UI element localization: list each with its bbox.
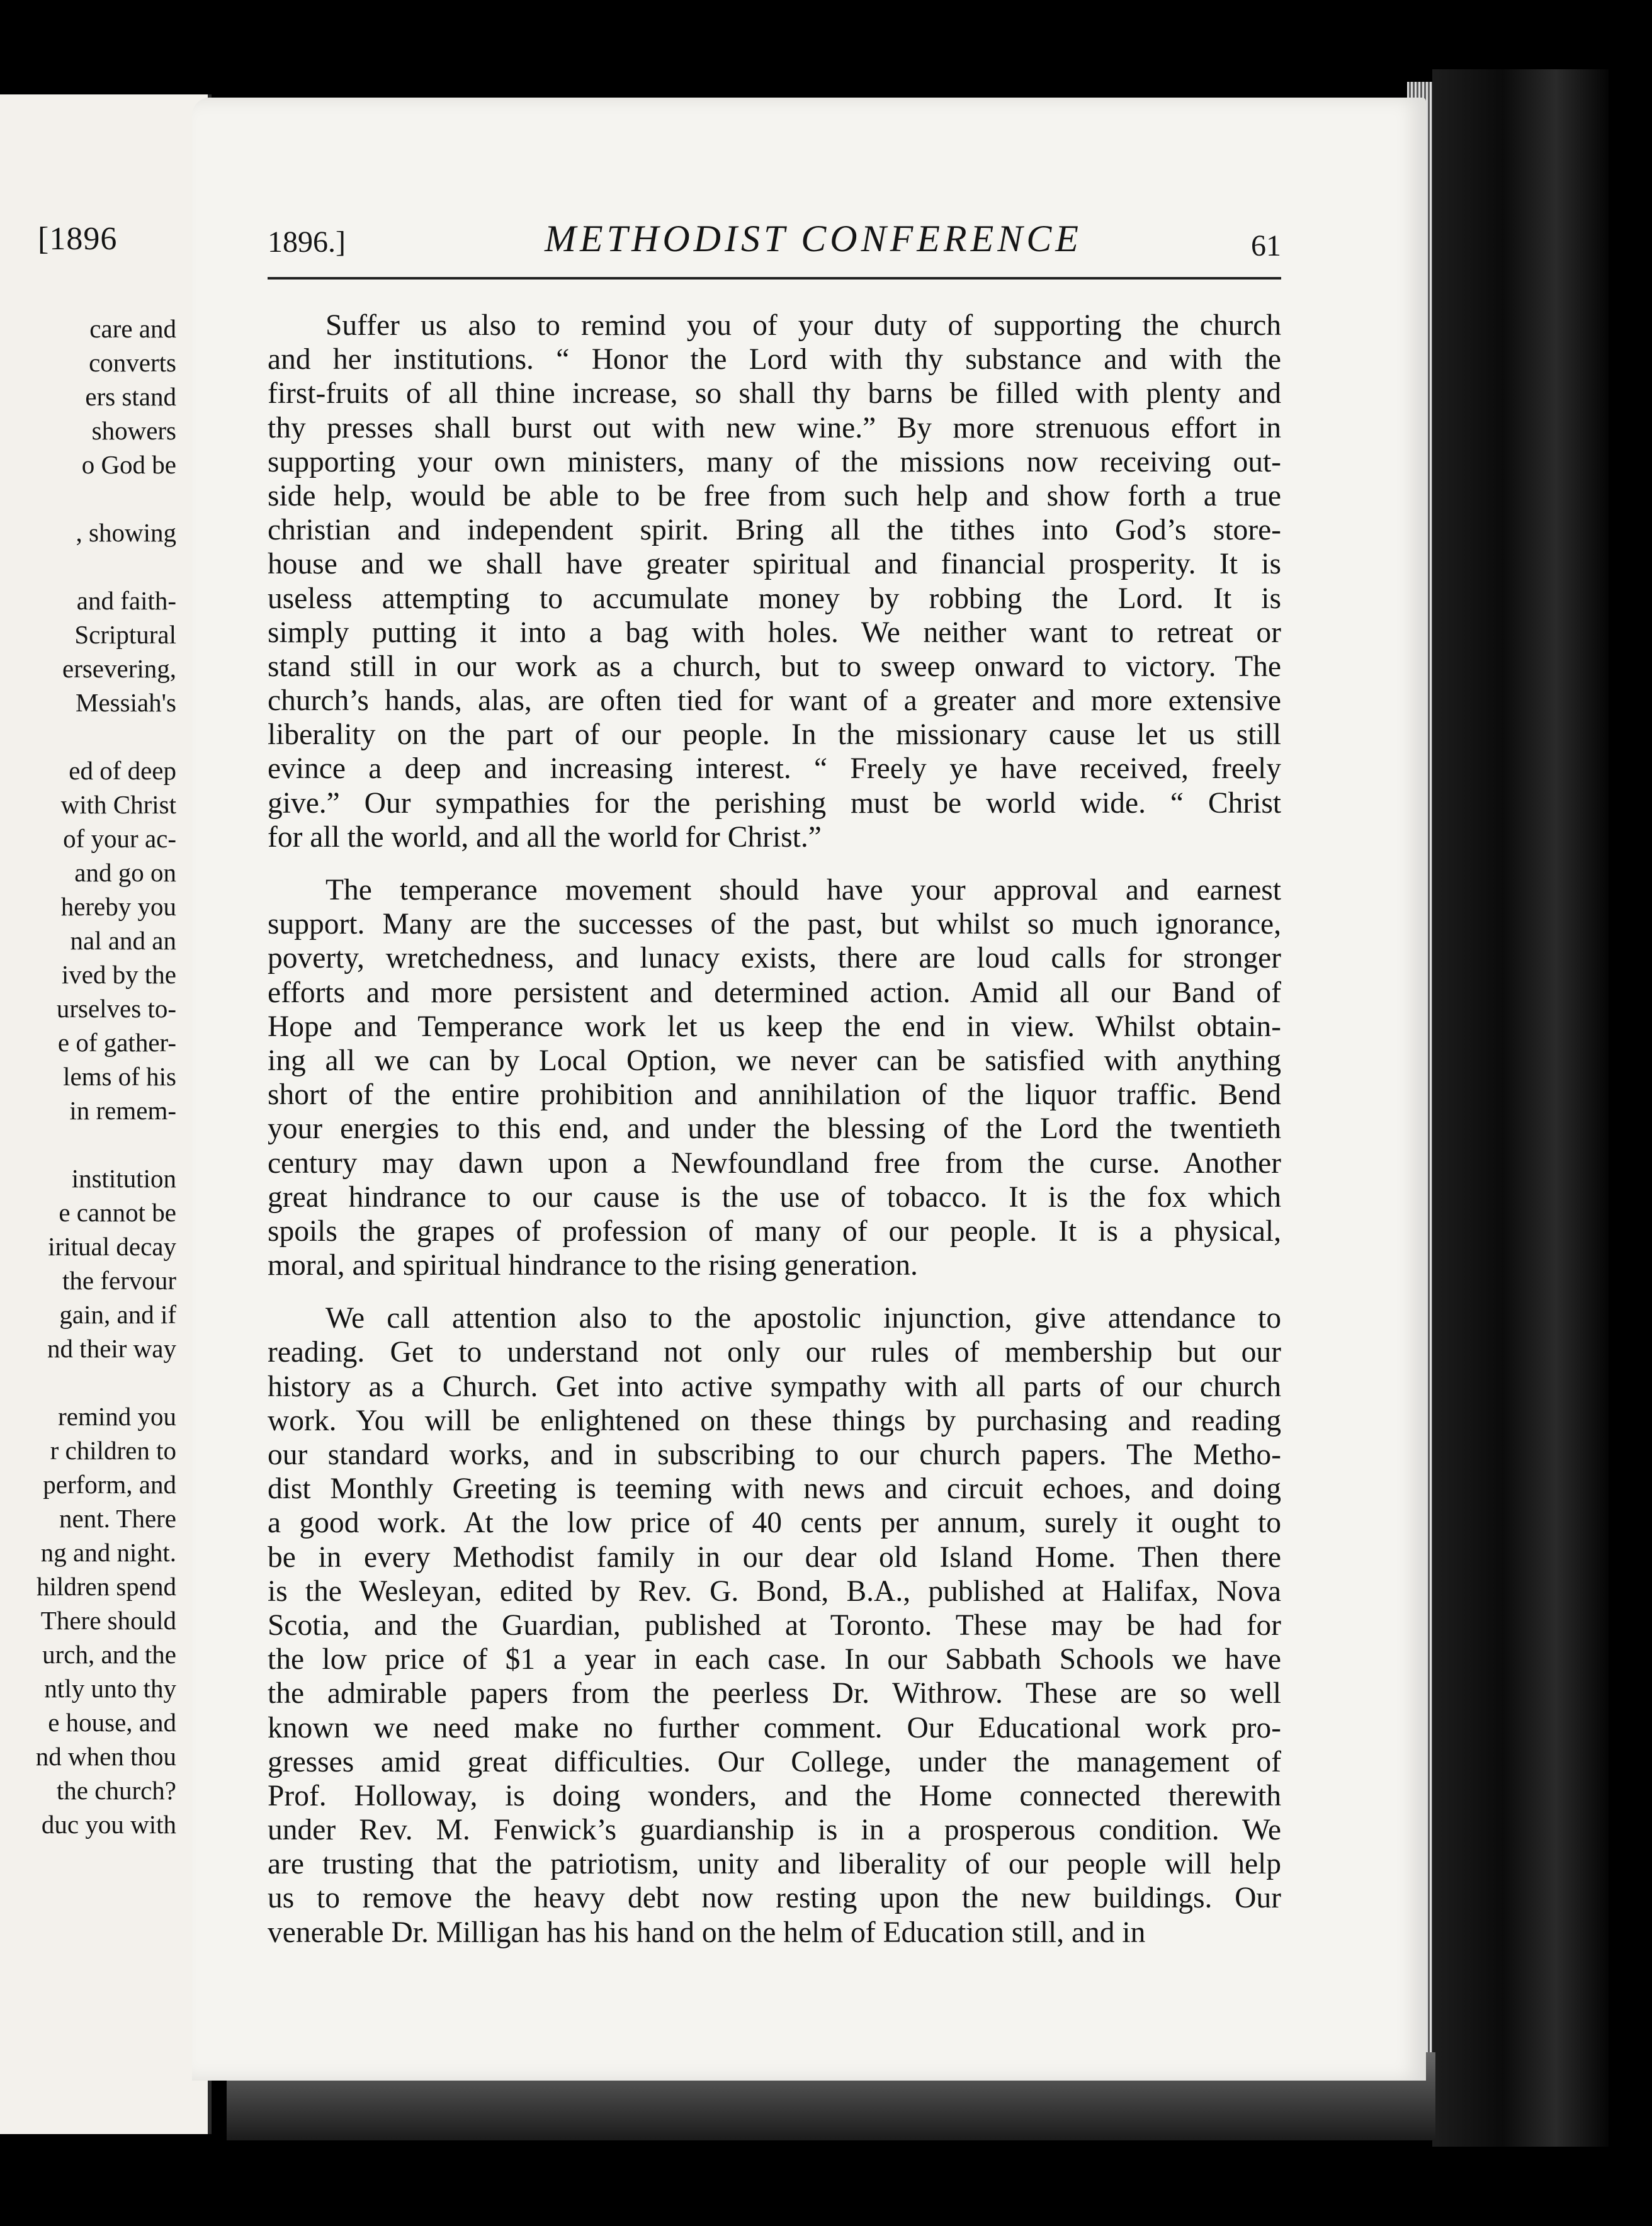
text-line: Prof. Holloway, is doing wonders, and the Home connected therewith [268,1779,1281,1812]
facing-page-line: remind you [58,1402,176,1431]
facing-page-line: ng and night. [40,1538,176,1567]
text-line: christian and independent spirit. Bring all the tithes into God’s store- [268,514,1281,547]
text-line: house and we shall have greater spiritual and financial prosperity. It is [268,548,1281,581]
text-line: the low price of $1 a year in each case. In our Sabbath Schools we have [268,1643,1281,1676]
text-line: for all the world, and all the world for Christ.” [268,820,822,854]
text-line: great hindrance to our cause is the use of tobacco. It is the fox which [268,1180,1281,1214]
facing-page-line: gain, and if [59,1300,176,1329]
text-line: efforts and more persistent and determined action. Amid all our Band of [268,976,1281,1009]
facing-page-gap [0,720,189,754]
facing-page-line: and go on [74,858,176,887]
text-line: first-fruits of all thine increase, so shall thy barns be filled with plenty and [268,377,1281,410]
facing-page-line: e of gather- [57,1028,176,1057]
running-head-year: 1896.] [268,225,346,259]
text-line: church’s hands, alas, are often tied for want of a greater and more extensive [268,684,1281,718]
text-line: The temperance movement should have your approval and earnest [325,874,1281,907]
facing-page-line: e cannot be [59,1198,176,1227]
facing-page-text [0,312,189,1841]
facing-page-line: the fervour [62,1266,176,1295]
text-line: useless attempting to accumulate money by robbing the Lord. It is [268,582,1281,615]
paragraph [268,873,1281,1282]
facing-page-line: the church? [56,1776,176,1805]
text-line: simply putting it into a bag with holes. We neither want to retreat or [268,616,1281,649]
text-line: work. You will be enlightened on these things by purchasing and reading [268,1404,1281,1437]
facing-page-line: nd when thou [35,1742,176,1771]
facing-page-line: of your ac- [63,824,176,853]
facing-page-line: ers stand [85,382,176,411]
running-head-title: METHODIST CONFERENCE [545,218,1082,259]
text-line: supporting your own ministers, many of the missions now receiving out- [268,445,1281,478]
facing-page-line: converts [89,348,176,377]
text-line: and her institutions. “ Honor the Lord with thy substance and with the [268,343,1281,376]
text-line: known we need make no further comment. Our Educational work pro- [268,1711,1281,1744]
text-line: history as a Church. Get into active sympathy with all parts of our church [268,1370,1281,1403]
facing-page-line: e house, and [48,1708,176,1737]
facing-page-line: nent. There [59,1504,176,1533]
facing-page-line: urch, and the [42,1640,176,1669]
text-line: dist Monthly Greeting is teeming with news and circuit echoes, and doing [268,1472,1281,1506]
facing-page-gap [0,1127,189,1161]
facing-page-line: iritual decay [48,1232,176,1261]
text-line: gresses amid great difficulties. Our College, under the management of [268,1745,1281,1778]
text-line: Suffer us also to remind you of your duty of supporting the church [325,309,1281,342]
text-line: short of the entire prohibition and annihilation of the liquor traffic. Bend [268,1078,1281,1112]
text-line: liberality on the part of our people. In the missionary cause let us still [268,718,1281,752]
facing-page-line: o God be [81,450,176,479]
header-rule [268,277,1281,280]
facing-page-line: There should [40,1606,176,1635]
paragraph [268,308,1281,854]
facing-page-line: institution [71,1164,176,1193]
facing-page-line: ived by the [61,960,176,989]
text-line: poverty, wretchedness, and lunacy exists, there are loud calls for stronger [268,942,1281,975]
facing-page-line: hereby you [60,892,176,921]
text-line: venerable Dr. Milligan has his hand on the helm of Education still, and in [268,1916,1146,1949]
facing-page-line: Messiah's [76,688,176,717]
text-line: stand still in our work as a church, but to sweep onward to victory. The [268,650,1281,683]
text-line: moral, and spiritual hindrance to the rising generation. [268,1249,918,1282]
page-number: 61 [1251,229,1281,263]
facing-page [0,94,212,2134]
facing-page-line: ersevering, [62,654,176,683]
facing-page-line: and faith- [76,586,176,615]
facing-page-line: perform, and [43,1470,176,1499]
facing-page-running-head: [1896 [38,221,118,257]
text-line: ing all we can by Local Option, we never can be satisfied with anything [268,1044,1281,1077]
facing-page-gap [0,550,189,584]
text-line: evince a deep and increasing interest. “ Freely ye have received, freely [268,752,1281,786]
facing-page-line: r children to [50,1436,176,1465]
text-line: Scotia, and the Guardian, published at Toronto. These may be had for [268,1608,1281,1642]
text-line: thy presses shall burst out with new wine.” By more strenuous effort in [268,411,1281,444]
text-line: the admirable papers from the peerless Dr. Withrow. These are so well [268,1677,1281,1710]
facing-page-gap [0,1365,189,1399]
facing-page-line: ntly unto thy [44,1674,176,1703]
text-line: We call attention also to the apostolic injunction, give attendance to [325,1302,1281,1335]
text-line: spoils the grapes of profession of many of our people. It is a physical, [268,1214,1281,1248]
text-line: our standard works, and in subscribing to our church papers. The Metho- [268,1438,1281,1471]
body-text [268,308,1281,1969]
facing-page-line: urselves to- [56,994,176,1023]
text-line: reading. Get to understand not only our rules of membership but our [268,1336,1281,1369]
facing-page-line: with Christ [60,790,176,819]
text-line: us to remove the heavy debt now resting upon the new buildings. Our [268,1882,1281,1915]
facing-page-line: showers [91,416,176,445]
paragraph [268,1301,1281,1950]
text-line: side help, would be able to be free from such help and show forth a true [268,479,1281,512]
facing-page-line: Scriptural [74,620,176,649]
facing-page-line: lems of his [63,1062,176,1091]
facing-page-line: care and [89,314,176,343]
text-line: give.” Our sympathies for the perishing must be world wide. “ Christ [268,786,1281,820]
facing-page-line: hildren spend [36,1572,176,1601]
running-header [268,217,1281,274]
text-line: is the Wesleyan, edited by Rev. G. Bond, B.A., published at Halifax, Nova [268,1574,1281,1608]
text-line: a good work. At the low price of 40 cents per annum, surely it ought to [268,1506,1281,1540]
text-line: your energies to this end, and under the blessing of the Lord the twentieth [268,1112,1281,1146]
facing-page-line: in remem- [69,1096,176,1125]
text-line: support. Many are the successes of the past, but whilst so much ignorance, [268,908,1281,941]
facing-page-line: , showing [76,518,176,547]
facing-page-line: duc you with [41,1810,176,1839]
text-line: under Rev. M. Fenwick’s guardianship is in a prosperous condition. We [268,1814,1281,1847]
facing-page-line: nal and an [70,926,176,955]
text-line: are trusting that the patriotism, unity and liberality of our people will help [268,1848,1281,1881]
facing-page-line: ed of deep [69,756,176,785]
text-line: be in every Methodist family in our dear old Island Home. Then there [268,1540,1281,1574]
text-line: Hope and Temperance work let us keep the end in view. Whilst obtain- [268,1010,1281,1043]
book-cover [1432,69,1609,2147]
facing-page-line: nd their way [47,1334,176,1363]
facing-page-gap [0,482,189,516]
text-line: century may dawn upon a Newfoundland free from the curse. Another [268,1146,1281,1180]
